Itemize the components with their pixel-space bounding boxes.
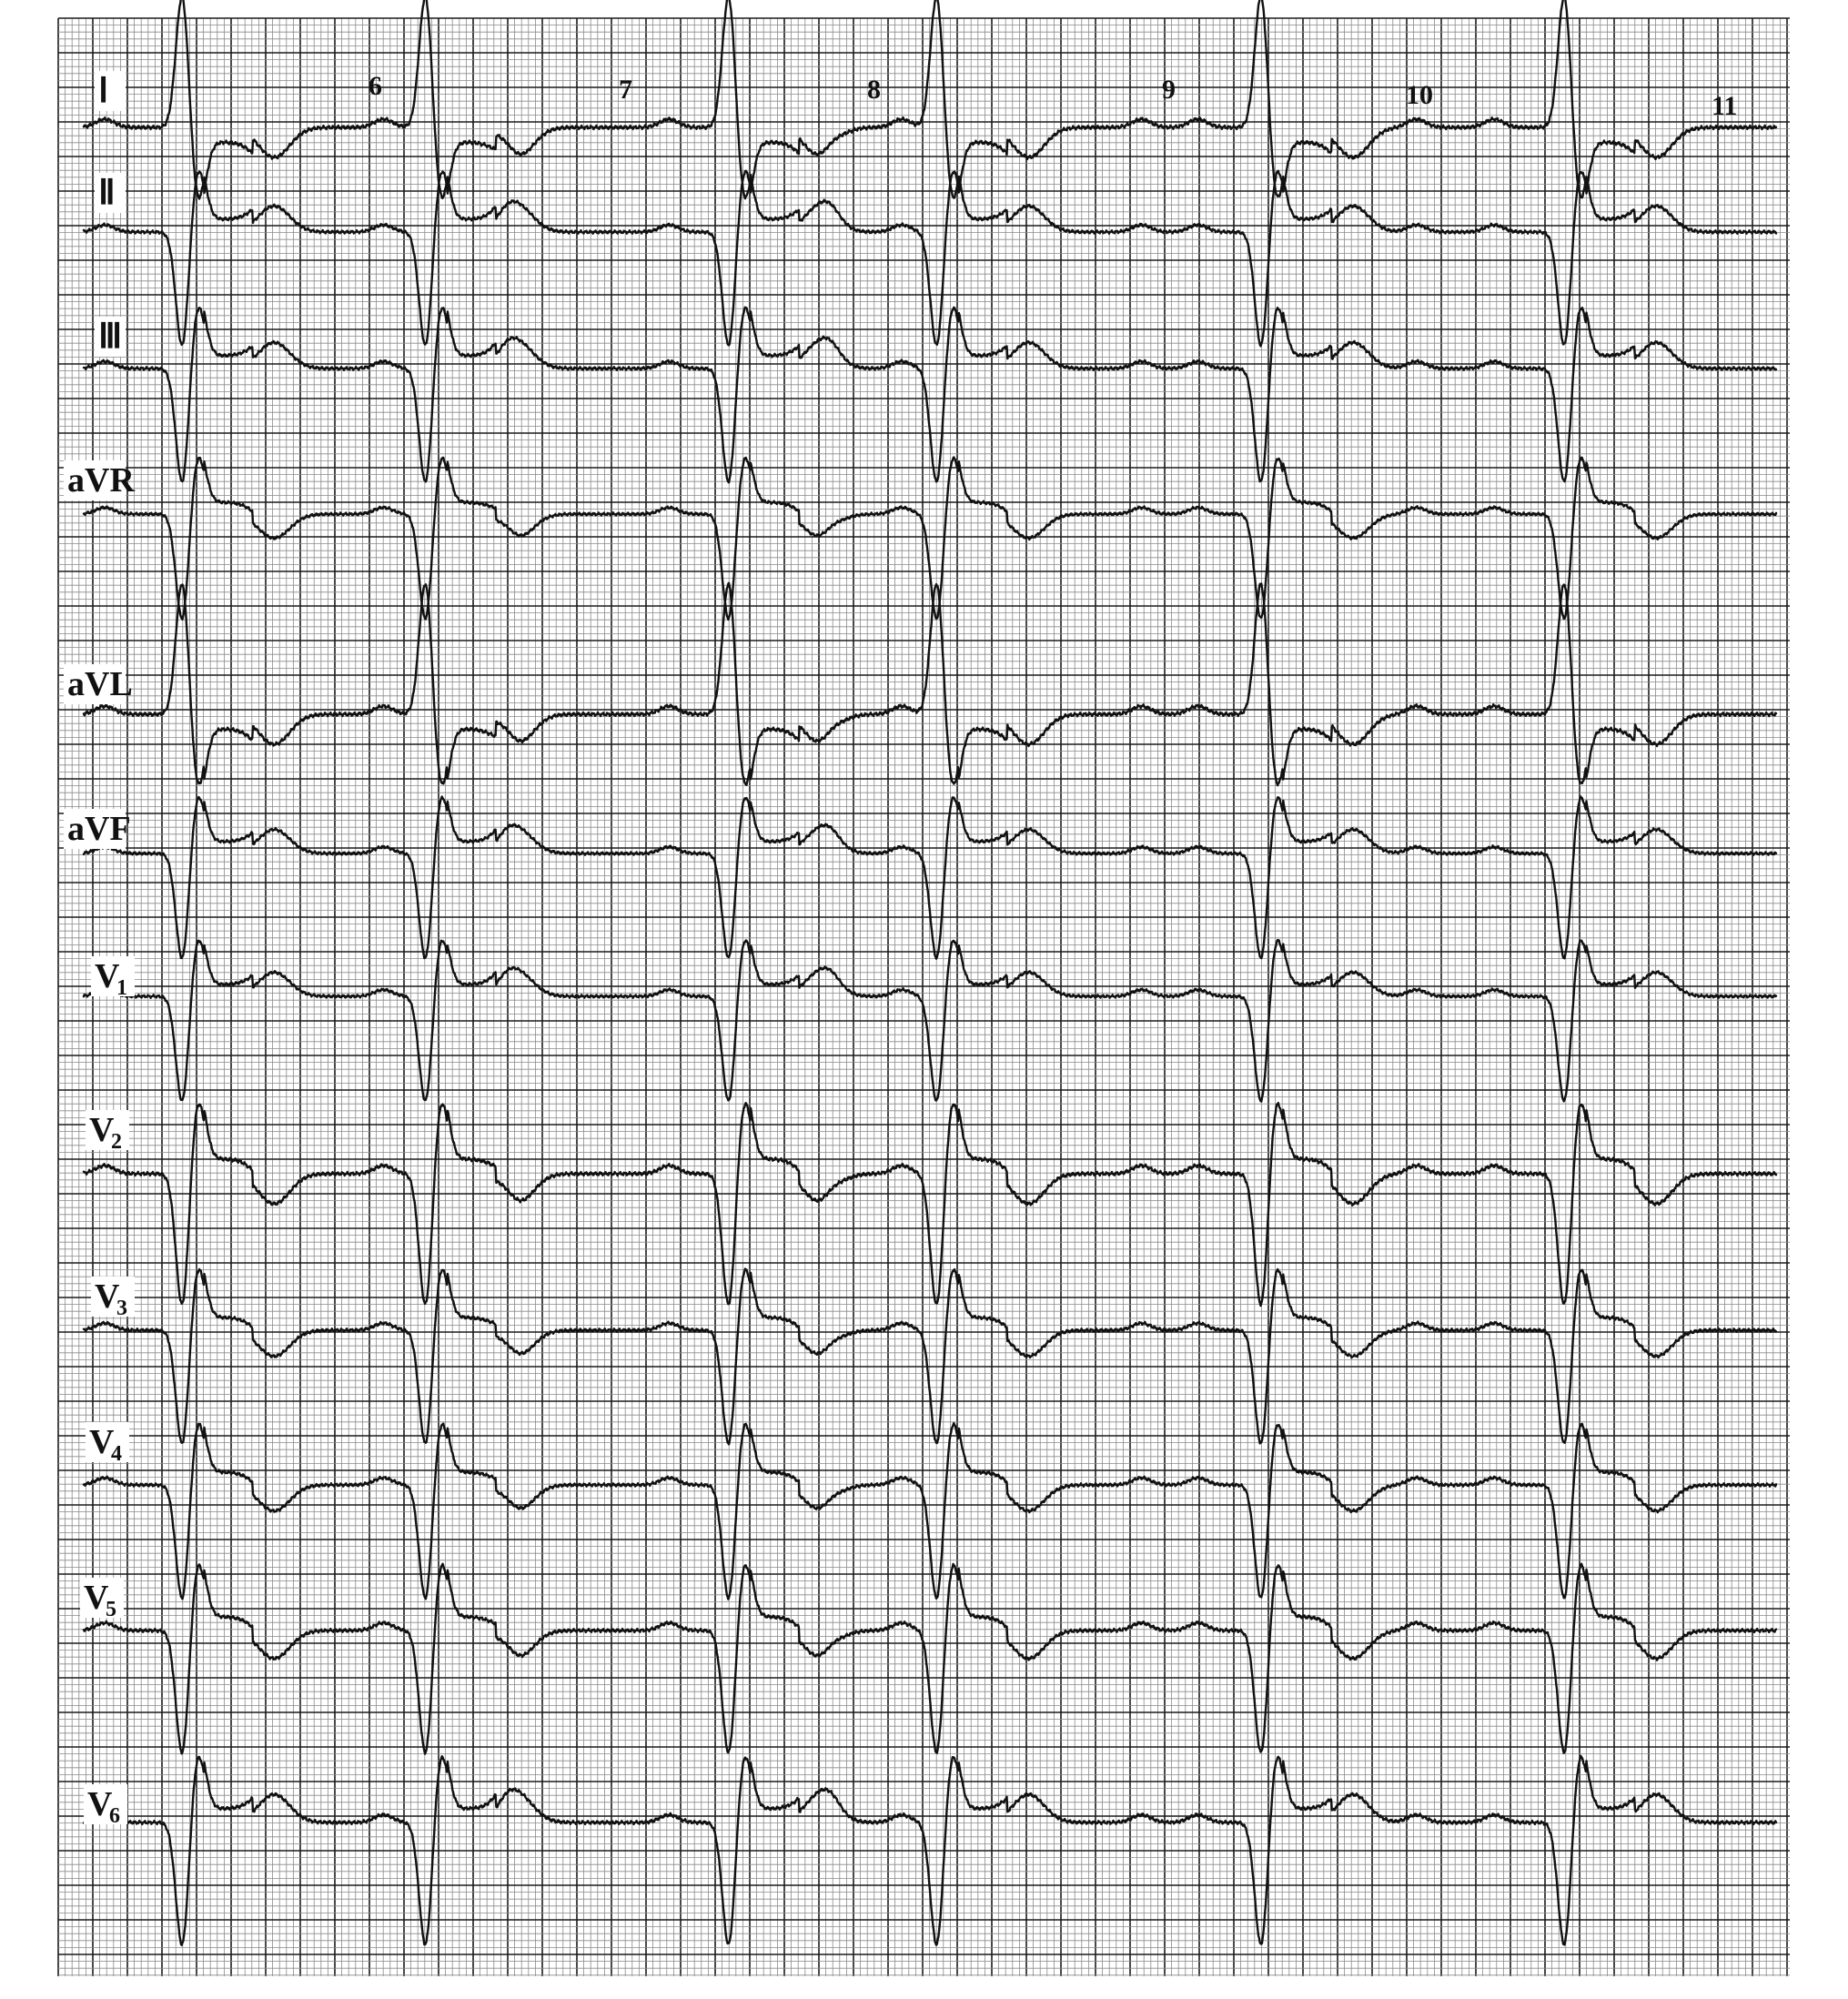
- lead-label-Ⅱ: [95, 173, 126, 213]
- lead-label-text: V: [89, 1423, 115, 1461]
- lead-label-aVF: [64, 809, 131, 849]
- lead-label-text: V: [87, 1785, 113, 1823]
- lead-label-subscript: 2: [111, 1130, 122, 1154]
- lead-label-text: aVR: [67, 461, 135, 500]
- lead-label-V3: [91, 1277, 135, 1320]
- lead-label-V6: [84, 1784, 127, 1828]
- lead-label-text: V: [95, 957, 120, 995]
- beat-label-10: 10: [1406, 80, 1433, 110]
- lead-label-text: V: [89, 1111, 115, 1149]
- lead-label-text: aVF: [67, 810, 131, 848]
- lead-label-text: V: [84, 1579, 109, 1617]
- lead-label-V5: [80, 1578, 124, 1621]
- lead-label-subscript: 4: [111, 1442, 122, 1466]
- lead-label-subscript: 5: [106, 1598, 116, 1621]
- lead-label-V2: [86, 1110, 129, 1154]
- beat-label-7: 7: [619, 75, 632, 105]
- beat-label-8: 8: [867, 75, 881, 105]
- beat-label-6: 6: [369, 71, 382, 101]
- lead-label-text: aVL: [67, 665, 133, 703]
- lead-label-subscript: 1: [116, 976, 127, 1000]
- beat-label-9: 9: [1162, 75, 1176, 105]
- lead-label-text: V: [95, 1277, 120, 1316]
- lead-label-text: Ⅱ: [98, 174, 116, 212]
- lead-label-Ⅰ: [95, 71, 126, 111]
- lead-label-V1: [91, 956, 135, 1000]
- lead-label-Ⅲ: [95, 317, 126, 357]
- beat-label-11: 11: [1712, 91, 1738, 121]
- lead-label-text: Ⅰ: [98, 72, 109, 110]
- lead-label-aVR: [64, 460, 135, 500]
- lead-label-text: Ⅲ: [98, 318, 123, 356]
- lead-label-subscript: 6: [109, 1804, 120, 1828]
- lead-label-aVL: [64, 664, 133, 704]
- lead-label-V4: [86, 1422, 129, 1466]
- lead-label-subscript: 3: [116, 1297, 127, 1320]
